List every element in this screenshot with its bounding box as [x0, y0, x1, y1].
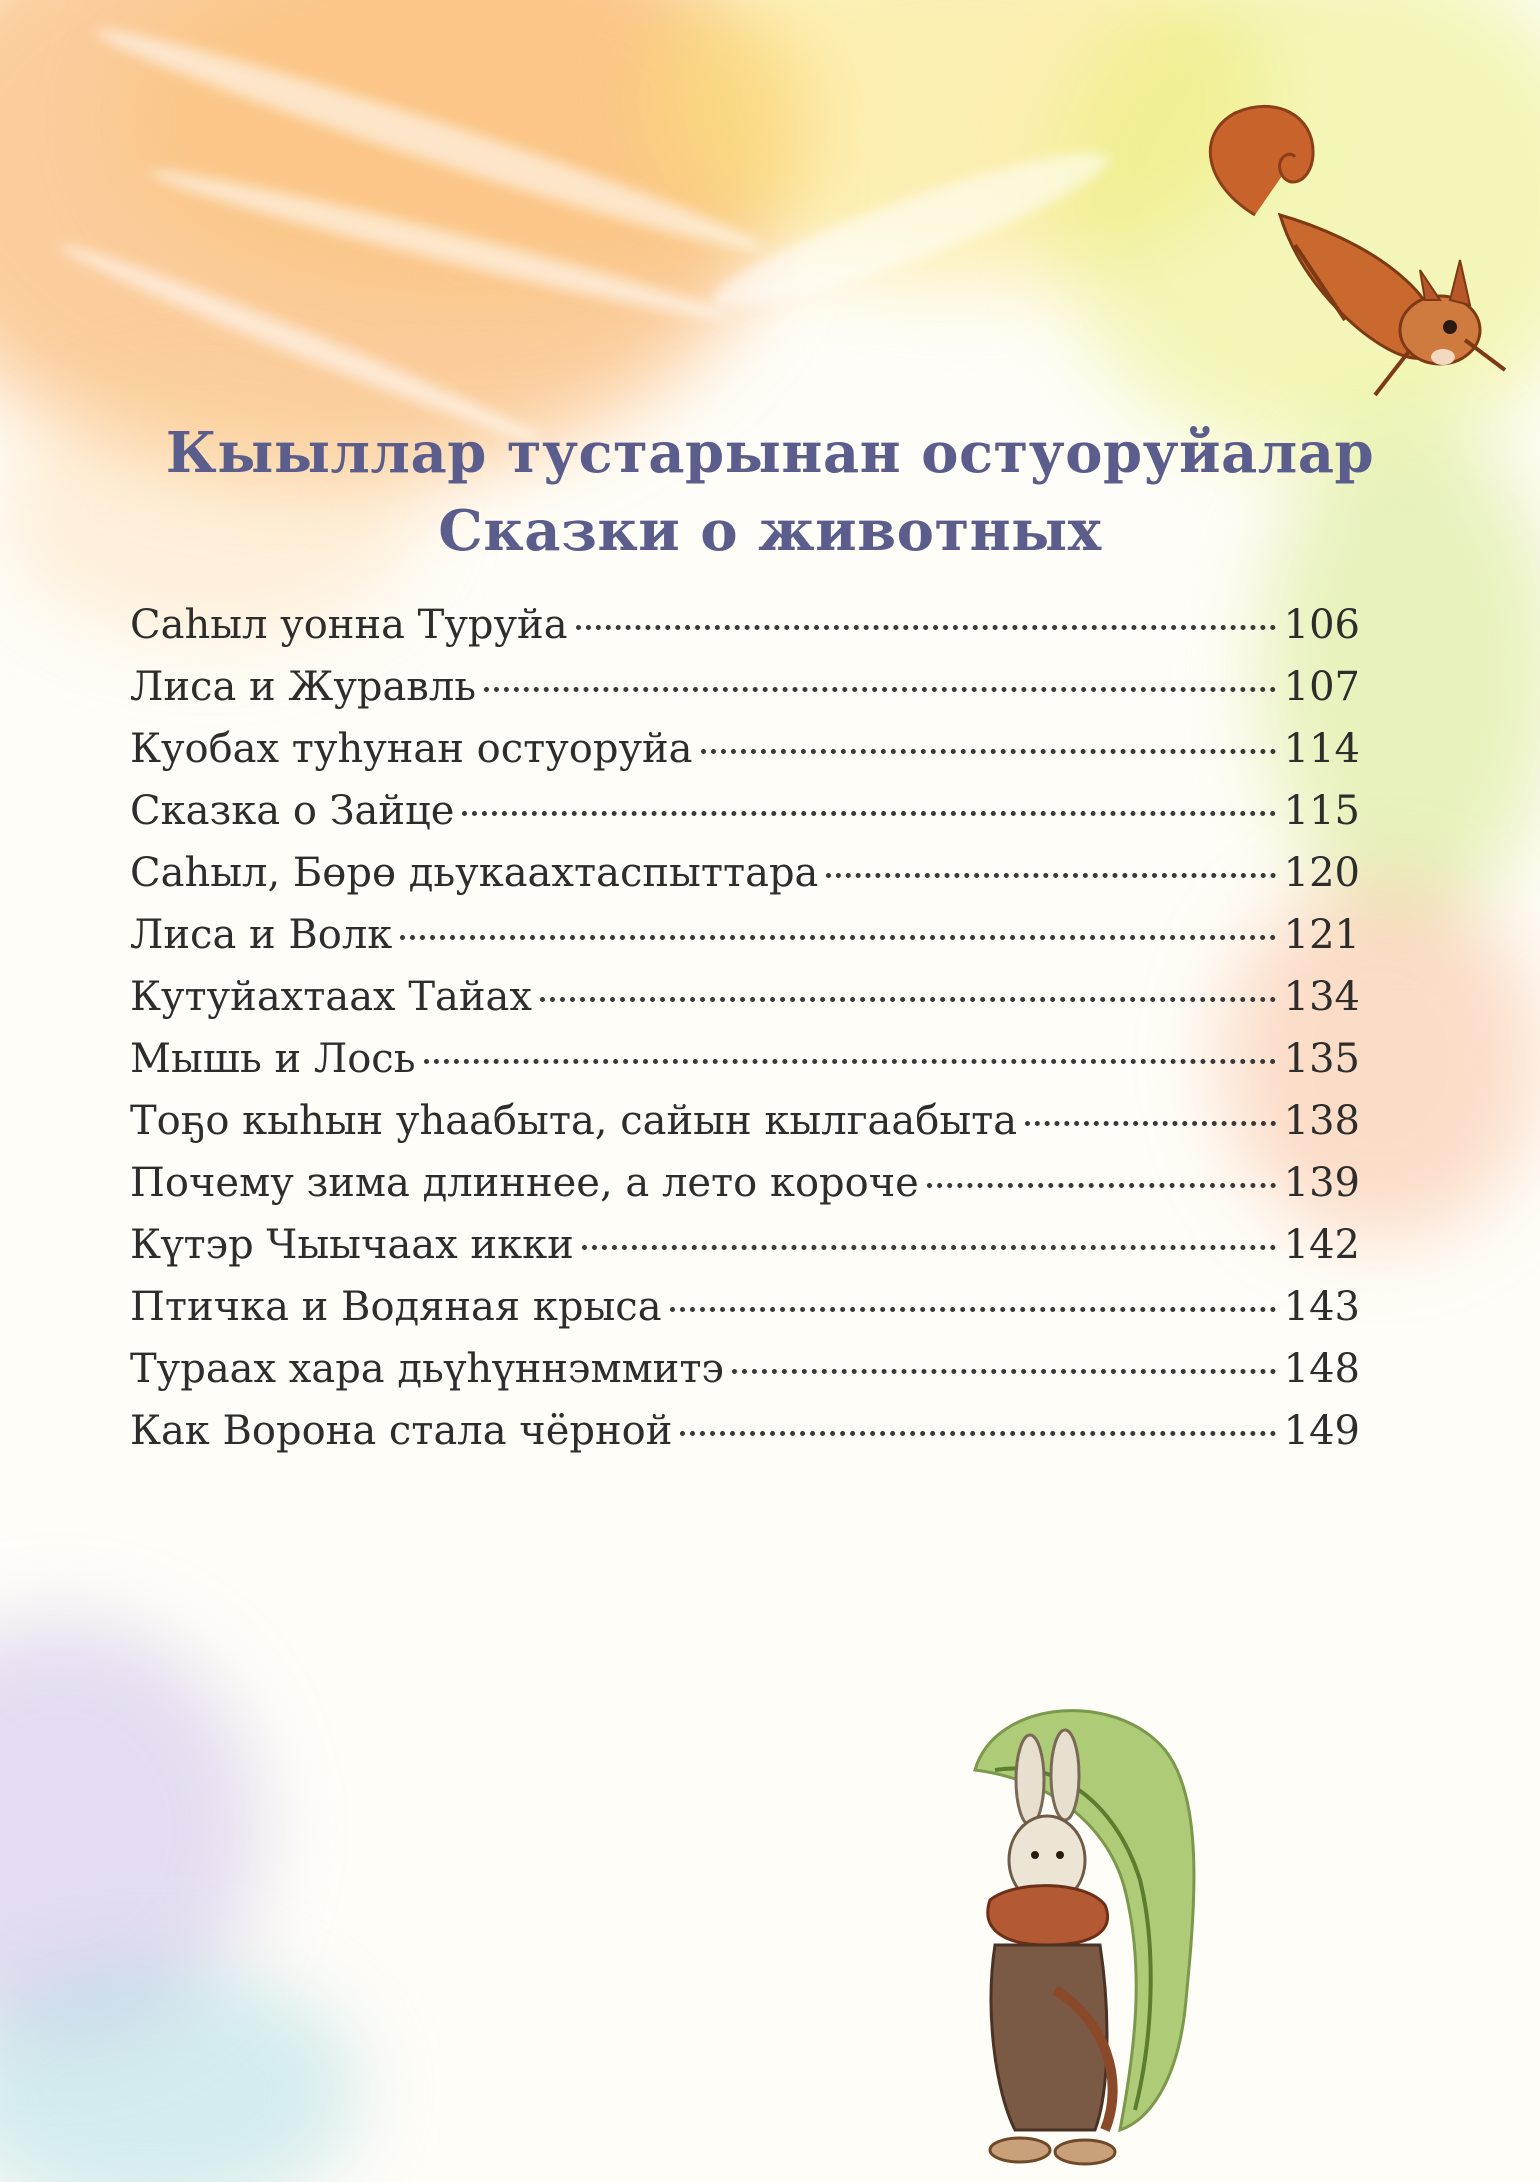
toc-entry[interactable]: [130, 1036, 1360, 1098]
toc-entry[interactable]: [130, 664, 1360, 726]
toc-entry-title: Куобах туһунан остуоруйа: [130, 726, 693, 772]
toc-entry-title: Саһыл, Бөрө дьукаахтаспыттара: [130, 850, 819, 896]
toc-entry-title: Саһыл уонна Туруйа: [130, 602, 568, 648]
toc-entry-page: 114: [1283, 726, 1360, 772]
toc-entry[interactable]: [130, 1222, 1360, 1284]
toc-entry-page: 120: [1283, 850, 1360, 896]
toc-entry-page: 134: [1283, 974, 1360, 1020]
toc-entry-title: Лиса и Журавль: [130, 664, 477, 710]
toc-entry-page: 148: [1283, 1346, 1360, 1392]
squirrel-illustration: [1195, 95, 1525, 425]
toc-entry-page: 149: [1283, 1408, 1360, 1454]
toc-dot-leader: [424, 1059, 1276, 1064]
toc-entry[interactable]: [130, 1284, 1360, 1346]
toc-entry-title: Как Ворона стала чёрной: [130, 1408, 673, 1454]
hare-illustration: [935, 1690, 1235, 2180]
toc-dot-leader: [582, 1245, 1276, 1250]
toc-entry[interactable]: [130, 912, 1360, 974]
toc-entry-page: 115: [1283, 788, 1360, 834]
toc-entry[interactable]: [130, 1346, 1360, 1408]
toc-entry-page: 139: [1283, 1160, 1360, 1206]
toc-dot-leader: [540, 997, 1276, 1002]
toc-entry-title: Тураах хара дьүһүннэммитэ: [130, 1346, 724, 1392]
toc-entry-title: Кутуйахтаах Тайах: [130, 974, 532, 1020]
toc-dot-leader: [680, 1431, 1275, 1436]
toc-entry-title: Мышь и Лось: [130, 1036, 416, 1082]
toc-dot-leader: [732, 1369, 1276, 1374]
toc-dot-leader: [400, 935, 1275, 940]
toc-entry[interactable]: [130, 974, 1360, 1036]
toc-entry-page: 143: [1283, 1284, 1360, 1330]
toc-dot-leader: [484, 687, 1276, 692]
toc-entry-page: 121: [1283, 912, 1360, 958]
toc-entry[interactable]: [130, 1098, 1360, 1160]
toc-dot-leader: [462, 811, 1275, 816]
toc-entry[interactable]: [130, 602, 1360, 664]
section-title-sakha: Кыыллар тустарынан остуоруйалар: [165, 420, 1375, 486]
toc-dot-leader: [826, 873, 1275, 878]
toc-entry-page: 142: [1283, 1222, 1360, 1268]
toc-dot-leader: [927, 1183, 1276, 1188]
toc-dot-leader: [701, 749, 1276, 754]
table-of-contents: [130, 602, 1360, 1470]
toc-entry-page: 135: [1283, 1036, 1360, 1082]
toc-entry[interactable]: [130, 1160, 1360, 1222]
toc-entry-page: 138: [1283, 1098, 1360, 1144]
toc-entry-page: 106: [1283, 602, 1360, 648]
toc-entry-title: Сказка о Зайце: [130, 788, 455, 834]
toc-entry-title: Птичка и Водяная крыса: [130, 1284, 662, 1330]
toc-entry[interactable]: [130, 1408, 1360, 1470]
toc-entry-title: Тоҕо кыһын уһаабыта, сайын кылгаабыта: [130, 1098, 1018, 1144]
toc-entry-title: Почему зима длиннее, а лето короче: [130, 1160, 919, 1206]
section-title-russian: Сказки о животных: [438, 498, 1102, 564]
toc-entry-title: Күтэр Чыычаах икки: [130, 1222, 574, 1268]
toc-dot-leader: [576, 625, 1276, 630]
toc-entry[interactable]: [130, 726, 1360, 788]
toc-dot-leader: [670, 1307, 1276, 1312]
toc-entry[interactable]: [130, 788, 1360, 850]
toc-dot-leader: [1025, 1121, 1275, 1126]
toc-entry[interactable]: [130, 850, 1360, 912]
toc-entry-title: Лиса и Волк: [130, 912, 393, 958]
toc-entry-page: 107: [1283, 664, 1360, 710]
